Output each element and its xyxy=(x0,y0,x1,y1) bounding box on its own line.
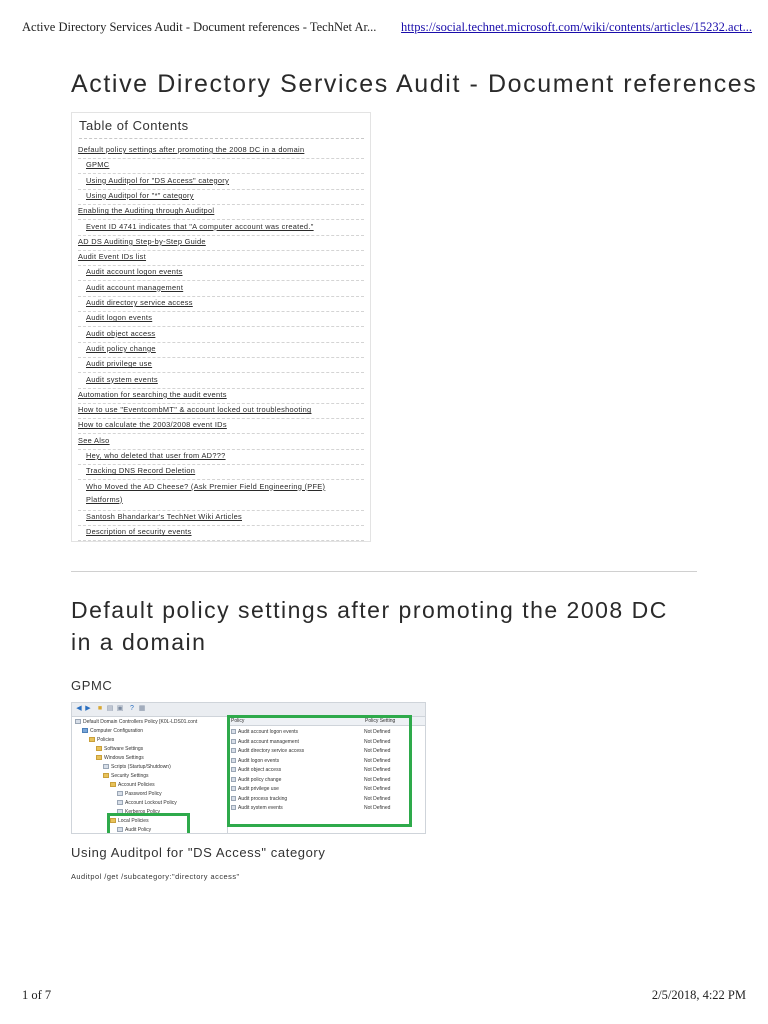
tree-node[interactable] xyxy=(75,718,197,727)
toc-item xyxy=(78,449,364,465)
toc-link[interactable]: Using Auditpol for "*" category xyxy=(86,190,194,200)
policy-name-text: Audit privilege use xyxy=(238,786,279,792)
gpmc-heading: GPMC xyxy=(71,678,113,693)
tree-node-label: Policies xyxy=(97,737,115,743)
toc-item xyxy=(78,464,364,480)
policy-setting: Not Defined xyxy=(364,795,391,802)
toc-item xyxy=(78,250,364,266)
print-datetime: 2/5/2018, 4:22 PM xyxy=(651,988,746,1002)
toc-item xyxy=(78,434,364,450)
policy-setting: Not Defined xyxy=(364,757,391,764)
toc-link[interactable]: Hey, who deleted that user from AD??? xyxy=(86,451,226,460)
page-number: 1 of 7 xyxy=(22,988,52,1002)
print-header xyxy=(22,20,752,40)
toc-item xyxy=(78,525,364,541)
auditpol-command: Auditpol /get /subcategory:"directory access" xyxy=(71,872,240,881)
toc-item xyxy=(78,418,364,434)
policy-setting: Not Defined xyxy=(364,738,391,745)
folder-icon xyxy=(103,773,109,778)
toc-link[interactable]: Audit object access xyxy=(86,328,156,338)
toc-link[interactable]: Audit Event IDs list xyxy=(78,252,147,262)
console-tree-icon: ▤ xyxy=(106,705,114,712)
tree-node[interactable] xyxy=(110,781,155,790)
policy-name-text: Audit account logon events xyxy=(238,729,299,735)
toc-link[interactable]: Audit account logon events xyxy=(86,267,183,277)
page-title: Active Directory Services Audit - Document references xyxy=(71,70,758,98)
print-footer xyxy=(22,988,746,1004)
tree-node-label: Local Policies xyxy=(118,818,149,824)
toc-link[interactable]: Description of security events xyxy=(86,527,192,537)
policy-name-text: Audit logon events xyxy=(238,757,280,764)
toc-link[interactable]: Audit account management xyxy=(86,282,184,292)
tree-node-label: Account Lockout Policy xyxy=(125,800,177,806)
table-of-contents xyxy=(71,112,371,542)
section-divider xyxy=(71,571,697,572)
policy-setting: Not Defined xyxy=(364,805,391,811)
toc-item xyxy=(78,296,364,312)
highlight-box-audit-policy xyxy=(107,813,190,834)
policy-name-text: Audit system events xyxy=(238,805,283,811)
toc-link[interactable]: How to use "EventcombMT" & account locked out troubleshooting xyxy=(78,405,312,415)
policy-name-text: Audit account management xyxy=(238,738,299,745)
toc-item xyxy=(78,327,364,343)
section-title: Default policy settings after promoting the 2008 DC in a domain xyxy=(71,597,668,655)
tree-node-label: Default Domain Controllers Policy [K0L-LDS01.cont xyxy=(83,719,198,725)
toc-item xyxy=(78,510,364,526)
folder-icon xyxy=(110,782,116,787)
toc-item xyxy=(78,373,364,389)
computer-config-icon xyxy=(82,728,88,733)
toc-item xyxy=(78,281,364,297)
toc-link[interactable]: Event ID 4741 indicates that "A computer account was created." xyxy=(86,221,314,231)
toc-item xyxy=(78,174,364,190)
policy-setting: Not Defined xyxy=(364,776,391,783)
tree-node[interactable] xyxy=(103,763,171,772)
ds-access-heading: Using Auditpol for "DS Access" category xyxy=(71,845,326,860)
toc-link[interactable]: Default policy settings after promoting the 2008 DC in a domain xyxy=(78,145,305,154)
policy-doc-icon xyxy=(117,791,123,796)
toc-heading: Table of Contents xyxy=(79,118,189,133)
policy-setting: Not Defined xyxy=(364,748,391,754)
policy-name-text: Audit directory service access xyxy=(238,748,305,754)
toc-item xyxy=(78,204,364,220)
toc-link[interactable]: Automation for searching the audit events xyxy=(78,389,227,399)
tree-node-label: Password Policy xyxy=(125,791,162,797)
policy-doc-icon xyxy=(117,800,123,805)
toc-link[interactable]: Tracking DNS Record Deletion xyxy=(86,466,196,476)
tree-node[interactable] xyxy=(117,799,177,808)
toc-item xyxy=(78,403,364,419)
toc-link[interactable]: Audit privilege use xyxy=(86,359,153,369)
toc-item xyxy=(78,220,364,236)
toc-item xyxy=(78,235,364,251)
print-header-title: Active Directory Services Audit - Document references - TechNet Ar... xyxy=(22,20,377,34)
tree-node-label: Kerberos Policy xyxy=(125,809,161,815)
toc-link[interactable]: Audit logon events xyxy=(86,313,153,323)
toc-link[interactable]: GPMC xyxy=(86,160,110,170)
folder-icon xyxy=(89,737,95,742)
tree-node[interactable] xyxy=(82,727,143,736)
print-header-url[interactable]: https://social.technet.microsoft.com/wiki/contents/articles/15232.act... xyxy=(401,20,752,34)
folder-icon xyxy=(96,746,102,751)
toc-link[interactable]: Santosh Bhandarkar's TechNet Wiki Articles xyxy=(86,512,243,522)
tree-node-label: Account Policies xyxy=(118,782,155,788)
policy-doc-icon xyxy=(75,719,81,724)
policy-name-text: Audit policy change xyxy=(238,776,282,783)
policy-column-header: Policy xyxy=(228,717,362,726)
toc-link[interactable]: AD DS Auditing Step-by-Step Guide xyxy=(78,236,206,246)
tree-node[interactable] xyxy=(96,745,143,754)
toc-item xyxy=(78,357,364,373)
tree-node-label: Audit Policy xyxy=(125,827,152,833)
toc-item xyxy=(78,388,364,404)
tree-node[interactable] xyxy=(89,736,114,745)
tree-node[interactable] xyxy=(96,754,144,763)
toc-divider xyxy=(79,138,364,139)
policy-name-text: Audit process tracking xyxy=(238,795,288,802)
gpmc-screenshot xyxy=(71,702,426,834)
toc-item xyxy=(78,265,364,281)
forward-arrow-icon: ▶ xyxy=(85,705,91,712)
tree-node-label: Windows Settings xyxy=(104,755,144,761)
toc-link[interactable]: Audit policy change xyxy=(86,343,156,353)
tree-node-label: Computer Configuration xyxy=(90,728,144,734)
back-arrow-icon: ◀ xyxy=(76,705,82,712)
tree-node-label: Scripts (Startup/Shutdown) xyxy=(111,764,171,770)
toc-link[interactable]: Using Auditpol for "DS Access" category xyxy=(86,175,230,185)
properties-icon: ▣ xyxy=(116,705,124,712)
policy-setting-column-header: Policy Setting xyxy=(362,717,426,726)
tree-node[interactable] xyxy=(117,790,162,799)
tree-node-label: Software Settings xyxy=(104,746,144,752)
toc-item xyxy=(78,480,364,511)
toc-item xyxy=(78,342,364,358)
policy-setting: Not Defined xyxy=(364,786,391,792)
policy-name-text: Audit object access xyxy=(238,767,282,773)
up-folder-icon: ■ xyxy=(97,705,103,712)
highlight-box-policy-list xyxy=(227,715,412,827)
tree-node-label: Security Settings xyxy=(111,773,149,779)
policy-doc-icon xyxy=(103,764,109,769)
tree-node[interactable] xyxy=(103,772,149,781)
toc-link[interactable]: Audit system events xyxy=(86,374,158,384)
folder-icon xyxy=(96,755,102,760)
policy-setting: Not Defined xyxy=(364,767,391,773)
view-icon: ▦ xyxy=(138,705,146,712)
toc-link[interactable]: Who Moved the AD Cheese? (Ask Premier Field Engineering (PFE) Platforms) xyxy=(86,481,326,504)
toc-link[interactable]: Audit directory service access xyxy=(86,298,193,307)
toc-link[interactable]: Enabling the Auditing through Auditpol xyxy=(78,206,215,216)
toc-item xyxy=(78,143,364,159)
toc-item xyxy=(78,189,364,205)
help-icon: ? xyxy=(130,705,134,712)
toc-link[interactable]: How to calculate the 2003/2008 event IDs xyxy=(78,420,227,430)
toc-link[interactable]: See Also xyxy=(78,435,110,445)
policy-setting: Not Defined xyxy=(364,729,391,735)
toc-item xyxy=(78,311,364,327)
toc-item xyxy=(78,158,364,174)
